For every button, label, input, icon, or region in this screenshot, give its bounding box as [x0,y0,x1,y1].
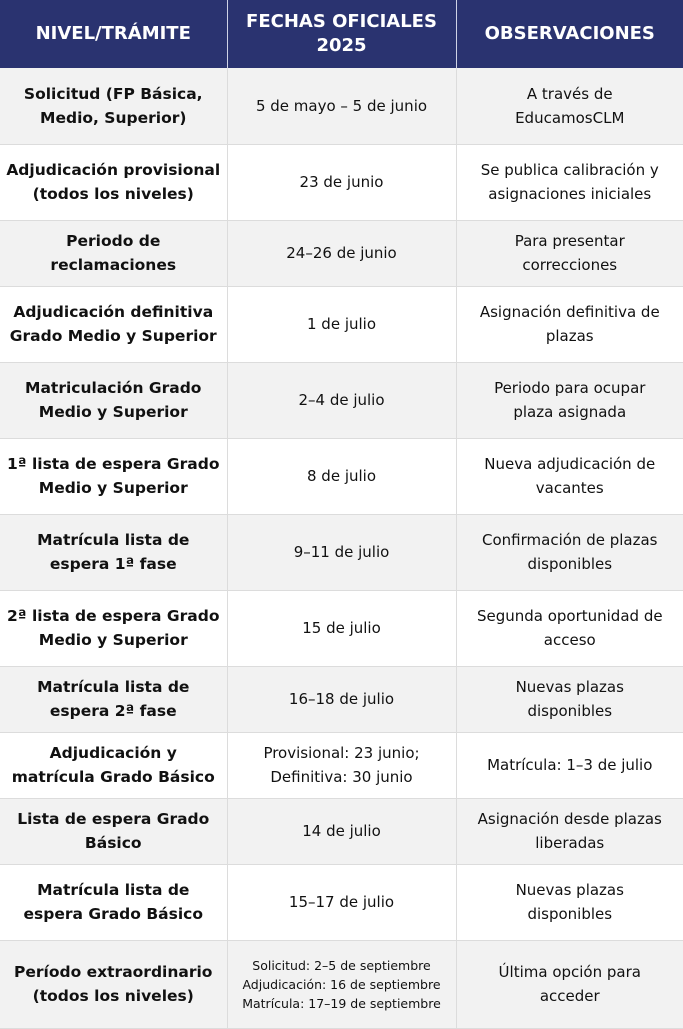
cell-tramite: Lista de espera Grado Básico [0,798,227,864]
cell-fechas: Provisional: 23 junio; Definitiva: 30 junio [227,732,456,798]
cell-fechas: Solicitud: 2–5 de septiembre Adjudicación: 16 de septiembre Matrícula: 17–19 de septiembre [227,940,456,1028]
cell-fechas: 15–17 de julio [227,864,456,940]
cell-tramite: Matriculación Grado Medio y Superior [0,362,227,438]
cell-tramite: 2ª lista de espera Grado Medio y Superior [0,590,227,666]
table-row [0,68,683,144]
cell-observaciones: Segunda oportunidad de acceso [456,590,683,666]
table-row [0,438,683,514]
cell-tramite: Adjudicación definitiva Grado Medio y Superior [0,286,227,362]
table-row [0,144,683,220]
cell-fechas: 8 de julio [227,438,456,514]
cell-observaciones: A través de EducamosCLM [456,68,683,144]
cell-tramite: Período extraordinario (todos los niveles) [0,940,227,1028]
cell-fechas: 15 de julio [227,590,456,666]
header-fechas-oficiales: FECHAS OFICIALES 2025 [227,0,456,68]
cell-fechas: 16–18 de julio [227,666,456,732]
table-row [0,590,683,666]
cell-fechas: 5 de mayo – 5 de junio [227,68,456,144]
cell-fechas: 1 de julio [227,286,456,362]
header-nivel-tramite: NIVEL/TRÁMITE [0,0,227,68]
table-row [0,286,683,362]
table-row [0,798,683,864]
table-row [0,864,683,940]
table-row [0,940,683,1028]
table-row [0,666,683,732]
cell-observaciones: Asignación desde plazas liberadas [456,798,683,864]
cell-fechas: 2–4 de julio [227,362,456,438]
cell-fechas: 23 de junio [227,144,456,220]
table-row [0,732,683,798]
table-row [0,362,683,438]
table-body [0,68,683,1028]
cell-tramite: Matrícula lista de espera 1ª fase [0,514,227,590]
cell-tramite: Adjudicación y matrícula Grado Básico [0,732,227,798]
cell-tramite: Periodo de reclamaciones [0,220,227,286]
header-row [0,0,683,68]
table-header [0,0,683,68]
table-row [0,220,683,286]
cell-tramite: Solicitud (FP Básica, Medio, Superior) [0,68,227,144]
cell-tramite: 1ª lista de espera Grado Medio y Superior [0,438,227,514]
cell-observaciones: Se publica calibración y asignaciones iniciales [456,144,683,220]
cell-observaciones: Periodo para ocupar plaza asignada [456,362,683,438]
cell-observaciones: Nuevas plazas disponibles [456,666,683,732]
cell-observaciones: Confirmación de plazas disponibles [456,514,683,590]
cell-fechas: 9–11 de julio [227,514,456,590]
table-row [0,514,683,590]
cell-observaciones: Asignación definitiva de plazas [456,286,683,362]
cell-observaciones: Nuevas plazas disponibles [456,864,683,940]
cell-tramite: Matrícula lista de espera 2ª fase [0,666,227,732]
cell-fechas: 24–26 de junio [227,220,456,286]
cell-observaciones: Última opción para acceder [456,940,683,1028]
cell-observaciones: Matrícula: 1–3 de julio [456,732,683,798]
cell-tramite: Matrícula lista de espera Grado Básico [0,864,227,940]
header-observaciones: OBSERVACIONES [456,0,683,68]
cell-tramite: Adjudicación provisional (todos los niveles) [0,144,227,220]
cell-observaciones: Nueva adjudicación de vacantes [456,438,683,514]
cell-observaciones: Para presentar correcciones [456,220,683,286]
cell-fechas: 14 de julio [227,798,456,864]
